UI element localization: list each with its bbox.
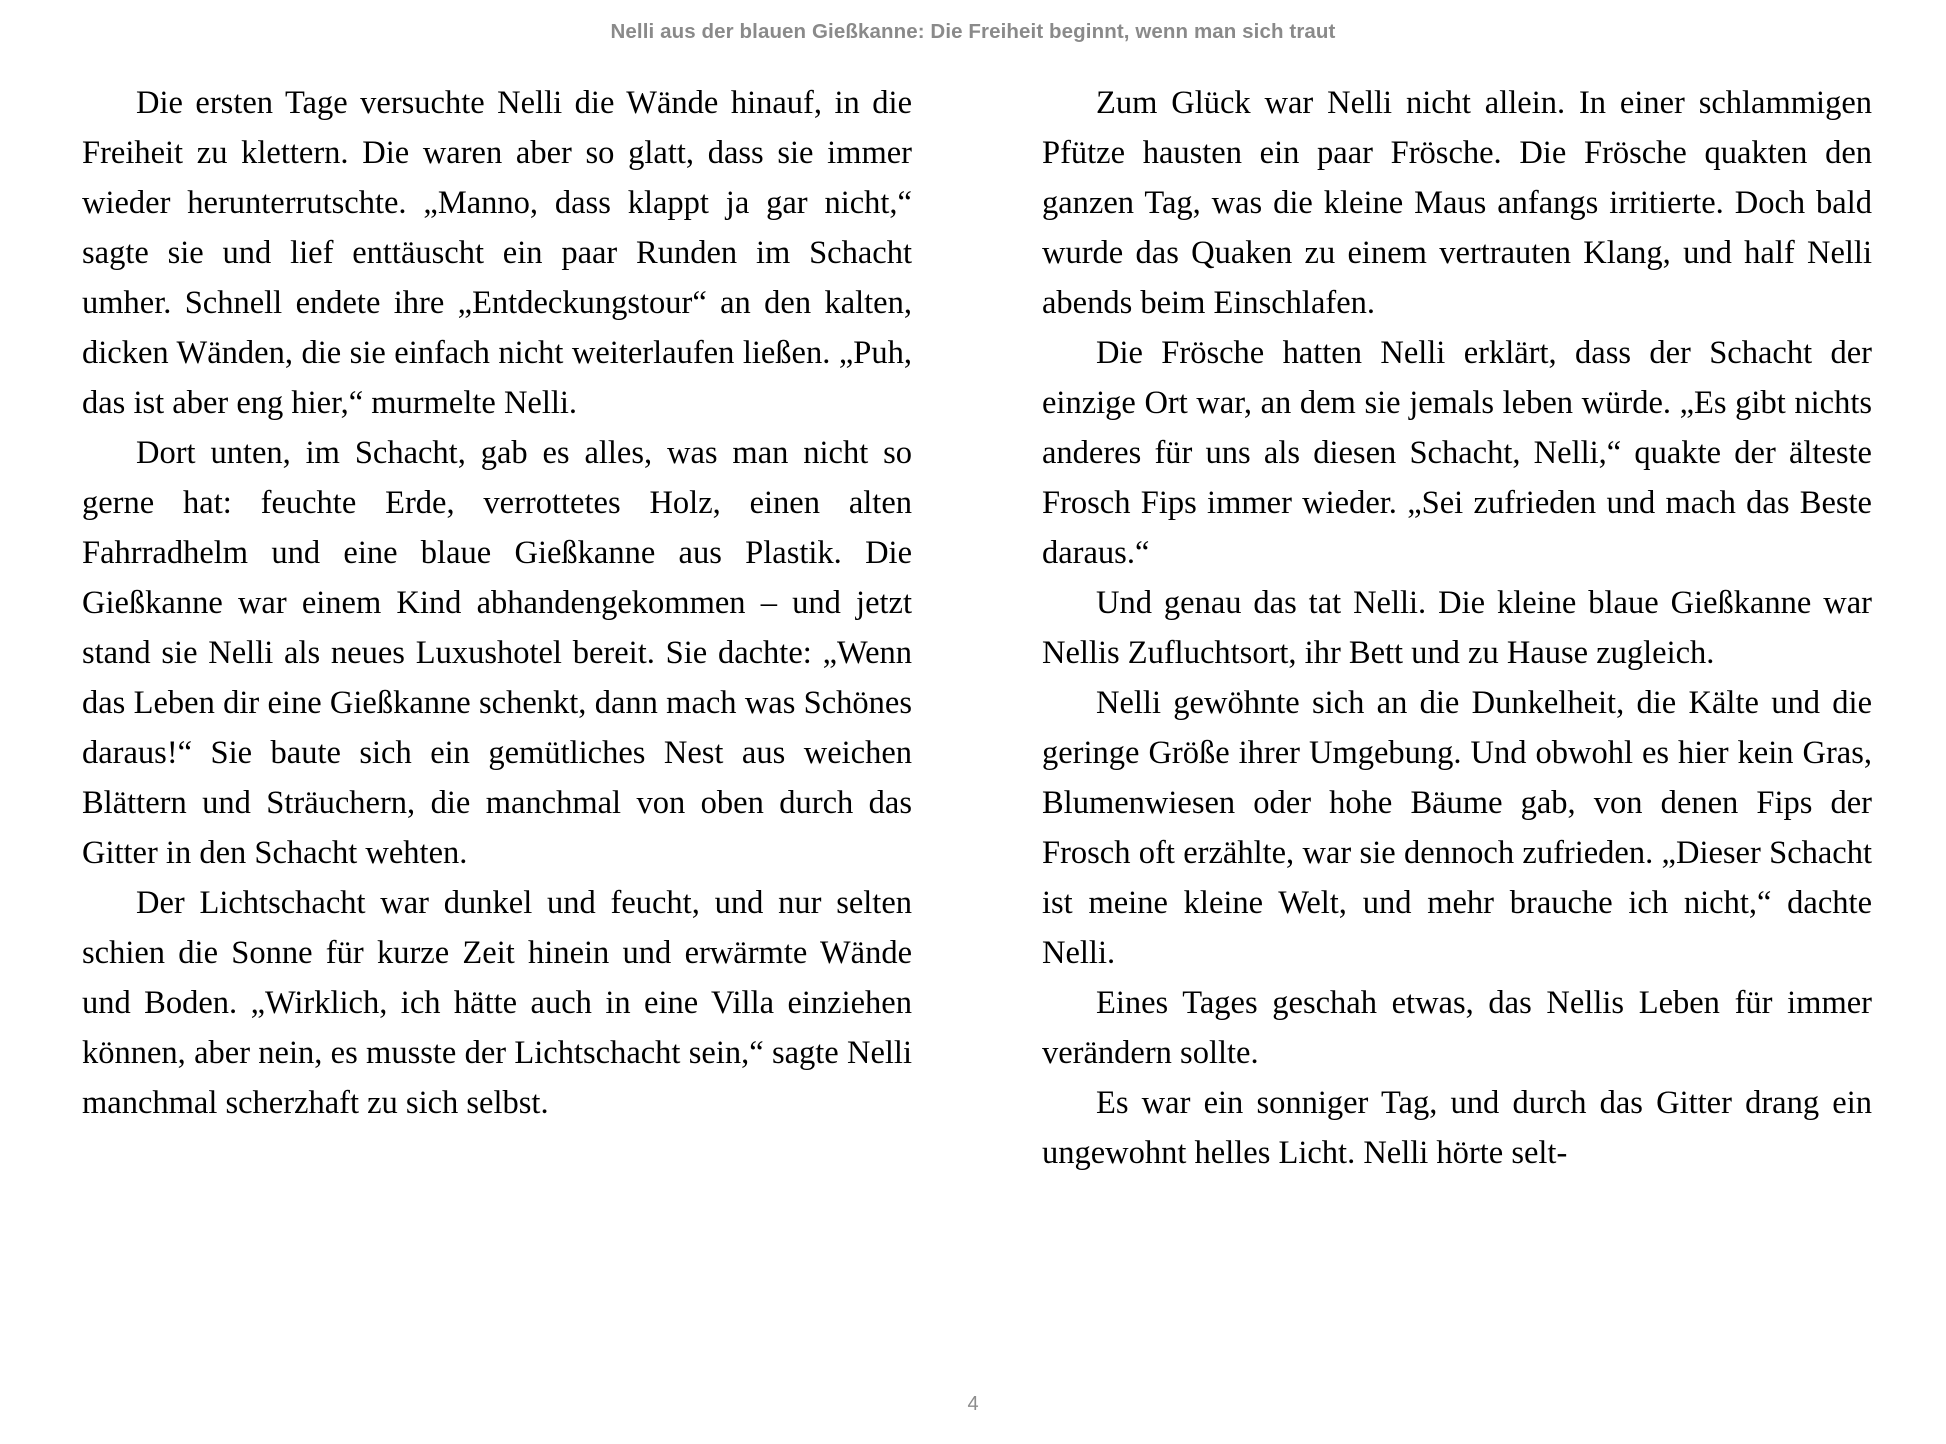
paragraph: Dort unten, im Schacht, gab es alles, was man nicht so gerne hat: feuchte Erde, verrottetes Holz, einen alten Fahrradhelm und eine blaue Gießkanne aus Plastik. Die Gießkanne war einem Kind abhandengekommen – und jetzt stand sie Nelli als neues Luxushotel bereit. Sie dachte: „Wenn das Leben dir eine Gießkanne schenkt, dann mach was Schönes daraus!“ Sie baute sich ein gemütliches Nest aus weichen Blättern und Sträuchern, die manchmal von oben durch das Gitter in den Schacht wehten. — [82, 435, 912, 871]
paragraph: Und genau das tat Nelli. Die kleine blaue Gießkanne war Nellis Zufluchtsort, ihr Bett und zu Hause zugleich. — [1042, 585, 1872, 671]
paragraph: Zum Glück war Nelli nicht allein. In einer schlammigen Pfütze hausten ein paar Frösche. Die Frösche quakten den ganzen Tag, was die kleine Maus anfangs irritierte. Doch bald wurde das Quaken zu einem vertrauten Klang, und half Nelli abends beim Einschlafen. — [1042, 85, 1872, 321]
paragraph: Der Lichtschacht war dunkel und feucht, und nur selten schien die Sonne für kurze Zeit hinein und erwärmte Wände und Boden. „Wirklich, ich hätte auch in eine Villa einziehen können, aber nein, es musste der Lichtschacht sein,“ sagte Nelli manchmal scherzhaft zu sich selbst. — [82, 885, 912, 1121]
paragraph: Die Frösche hatten Nelli erklärt, dass der Schacht der einzige Ort war, an dem sie jemals leben würde. „Es gibt nichts anderes für uns als diesen Schacht, Nelli,“ quakte der älteste Frosch Fips immer wieder. „Sei zufrieden und mach das Beste daraus.“ — [1042, 335, 1872, 571]
paragraph: Eines Tages geschah etwas, das Nellis Leben für immer verändern sollte. — [1042, 985, 1872, 1071]
text-columns — [82, 78, 1872, 1178]
paragraph: Nelli gewöhnte sich an die Dunkelheit, die Kälte und die geringe Größe ihrer Umgebung. Und obwohl es hier kein Gras, Blumenwiesen oder hohe Bäume gab, von denen Fips der Frosch oft erzählte, war sie dennoch zufrieden. „Dieser Schacht ist meine kleine Welt, und mehr brauche ich nicht,“ dachte Nelli. — [1042, 685, 1872, 971]
running-head: Nelli aus der blauen Gießkanne: Die Freiheit beginnt, wenn man sich traut — [610, 20, 1336, 43]
paragraph: Es war ein sonniger Tag, und durch das Gitter drang ein ungewohnt helles Licht. Nelli hörte selt- — [1042, 1085, 1872, 1171]
page-number: 4 — [967, 1393, 979, 1415]
left-column — [82, 78, 912, 1178]
right-column — [1042, 78, 1872, 1178]
paragraph: Die ersten Tage versuchte Nelli die Wände hinauf, in die Freiheit zu klettern. Die waren aber so glatt, dass sie immer wieder herunterrutschte. „Manno, dass klappt ja gar nicht,“ sagte sie und lief enttäuscht ein paar Runden im Schacht umher. Schnell endete ihre „Entdeckungstour“ an den kalten, dicken Wänden, die sie einfach nicht weiterlaufen ließen. „Puh, das ist aber eng hier,“ murmelte Nelli. — [82, 85, 912, 421]
